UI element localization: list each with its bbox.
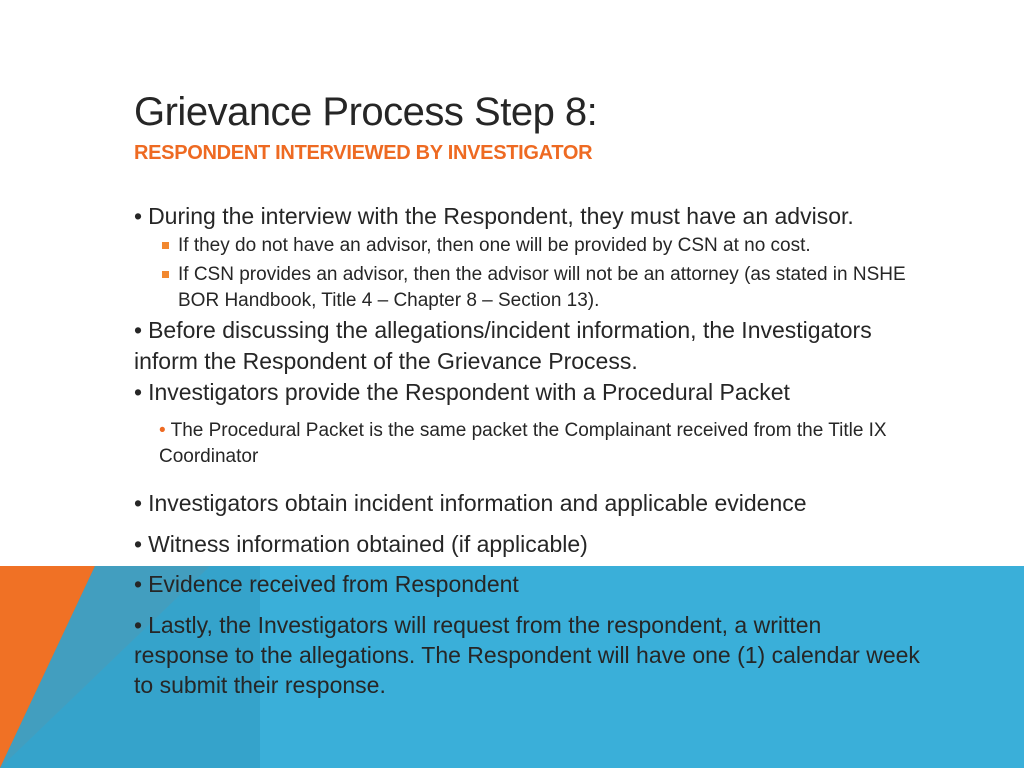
bullet-item: [134, 379, 790, 406]
square-bullet-icon: [162, 271, 169, 278]
bullet-item: [134, 571, 519, 598]
bullet-dot: •: [134, 379, 143, 405]
bullet-item: [134, 317, 872, 344]
bullet-text: Investigators obtain incident information and applicable evidence: [148, 490, 807, 516]
bullet-item: [134, 612, 821, 639]
slide-subtitle: RESPONDENT INTERVIEWED BY INVESTIGATOR: [134, 142, 593, 164]
bullet-dot: •: [134, 571, 143, 597]
bullet-dot: •: [134, 612, 143, 638]
bullet-text: During the interview with the Respondent, they must have an advisor.: [148, 203, 854, 229]
bullet-item: [134, 490, 807, 517]
sub-bullet-text: The Procedural Packet is the same packet the Complainant received from the Title IX: [170, 420, 887, 441]
bullet-text: Witness information obtained (if applicable): [148, 531, 588, 557]
bullet-item: [134, 531, 588, 558]
bullet-text: Investigators provide the Respondent with a Procedural Packet: [148, 379, 790, 405]
square-bullet-icon: [162, 242, 169, 249]
sub-bullet-text-cont: Coordinator: [159, 446, 259, 467]
bullet-dot: •: [134, 203, 143, 229]
slide-title: Grievance Process Step 8:: [134, 90, 598, 134]
bullet-text-cont: to submit their response.: [134, 672, 386, 698]
bullet-text-cont: inform the Respondent of the Grievance Process.: [134, 348, 638, 374]
sub-bullet-dot: •: [159, 420, 166, 441]
bullet-dot: •: [134, 317, 143, 343]
bullet-text: Evidence received from Respondent: [148, 571, 519, 597]
bullet-text: Before discussing the allegations/incident information, the Investigators: [148, 317, 872, 343]
bullet-text-cont: response to the allegations. The Respondent will have one (1) calendar week: [134, 642, 920, 668]
sub-bullet-text: If they do not have an advisor, then one will be provided by CSN at no cost.: [178, 235, 811, 256]
sub-bullet-item: [159, 420, 887, 442]
sub-bullet-text-cont: BOR Handbook, Title 4 – Chapter 8 – Section 13).: [178, 290, 600, 311]
sub-bullet-text: If CSN provides an advisor, then the advisor will not be an attorney (as stated in NSHE: [178, 264, 906, 285]
bullet-dot: •: [134, 490, 143, 516]
bullet-item: [134, 203, 854, 230]
bullet-text: Lastly, the Investigators will request from the respondent, a written: [148, 612, 822, 638]
bullet-dot: •: [134, 531, 143, 557]
